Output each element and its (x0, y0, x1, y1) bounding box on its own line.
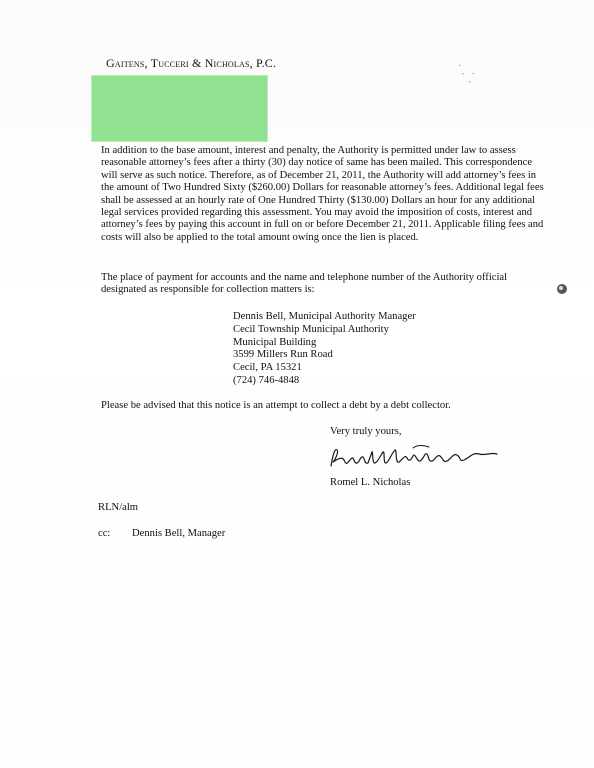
cc-label: cc: (98, 528, 111, 539)
address-line: Cecil, PA 15321 (233, 362, 302, 374)
cc-recipient: Dennis Bell, Manager (132, 528, 226, 539)
hole-punch-mark (555, 282, 569, 296)
redaction-block (91, 75, 268, 142)
fees-paragraph (101, 145, 551, 244)
address-line: Dennis Bell, Municipal Authority Manager (233, 311, 416, 322)
fees-paragraph-text: In addition to the base amount, interest and penalty, the Authority is permitted under law to assess reasonable attorney’s fees after a thirty (30) day notice of same has been mailed. This correspondence will serve as such notice. Therefore, as of December 21, 2011, the Authority will add attorney’s fees in the amount of Two Hundred Sixty ($260.00) Dollars for reasonable attorney’s fees. Additional legal fees shall be assessed at an hourly rate of One Hundred Thirty ($130.00) Dollars an hour for any additional legal services provided regarding this assessment. You may avoid the imposition of costs, interest and attorney’s fees by paying this account in full on or before December 21, 2011. Applicable filing fees and costs will also be applied to the total amount owing once the lien is placed. (101, 145, 544, 243)
firm-letterhead: Gaitens, Tucceri & Nicholas, P.C. (106, 56, 277, 70)
contact-address-block (233, 311, 416, 388)
payment-paragraph-text: The place of payment for accounts and the name and telephone number of the Authority official designated as responsible for collection matters is: (101, 272, 508, 296)
address-line: 3599 Millers Run Road (233, 349, 333, 361)
debt-collector-notice: Please be advised that this notice is an attempt to collect a debt by a debt collector. (101, 400, 451, 411)
scan-speck: ˏ˙ (468, 72, 475, 83)
address-line: Cecil Township Municipal Authority (233, 323, 389, 335)
scan-speck: ˙ˎ (458, 64, 465, 75)
reference-initials: RLN/alm (98, 502, 139, 513)
signer-name: Romel L. Nicholas (330, 477, 411, 488)
closing-salutation: Very truly yours, (330, 426, 402, 437)
address-phone: (724) 746-4848 (233, 374, 300, 386)
handwritten-signature (325, 440, 515, 474)
payment-paragraph (101, 272, 541, 297)
address-line: Municipal Building (233, 336, 317, 348)
